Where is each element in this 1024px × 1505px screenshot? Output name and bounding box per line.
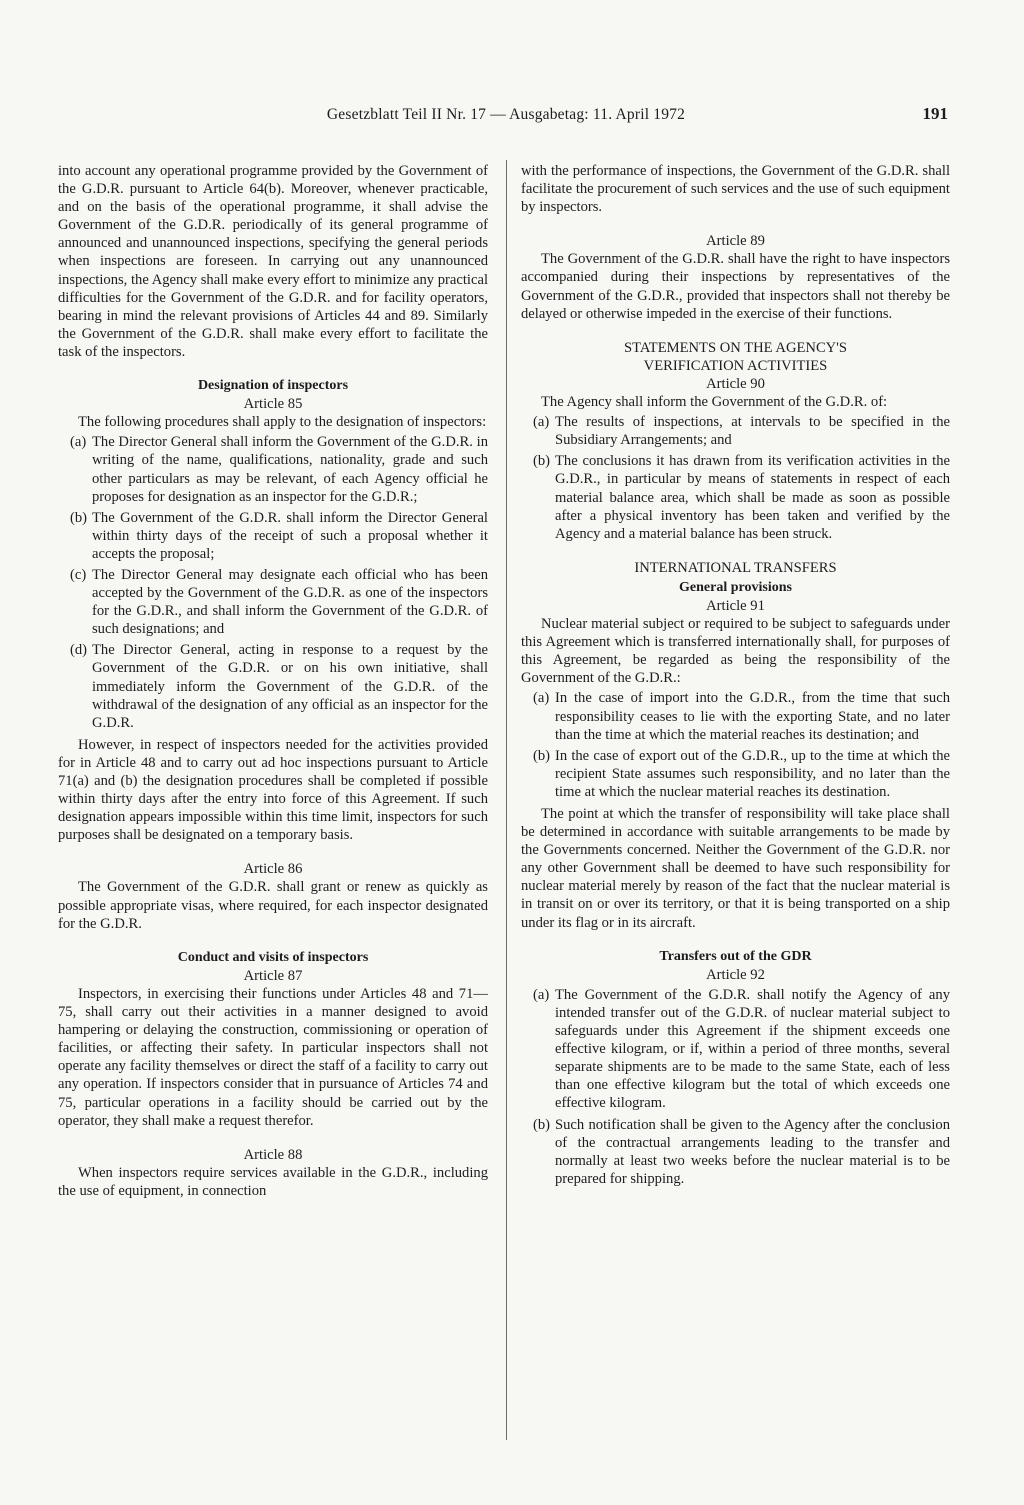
list-marker: (c) [70, 566, 87, 583]
article-91-list [521, 689, 950, 801]
section-heading-transfers: Transfers out of the GDR [659, 948, 812, 964]
article-87-label: Article 87 [243, 967, 303, 984]
list-item [521, 747, 950, 801]
article-88-label: Article 88 [243, 1146, 303, 1163]
list-marker: (b) [533, 453, 551, 470]
article-86-label: Article 86 [243, 861, 303, 878]
list-text: In the case of import into the G.D.R., from the time that such responsibility ceases to lie with the exporting State, and no later than the time at which the material reaches its destination; and [555, 690, 950, 743]
section-heading-statements: STATEMENTS ON THE AGENCY'S [624, 339, 847, 356]
list-marker: (a) [70, 434, 87, 451]
article-88-continuation: with the performance of inspections, the Government of the G.D.R. shall facilitate the procurement of such services and the use of such equipment by inspectors. [521, 163, 950, 216]
list-marker: (a) [533, 690, 550, 707]
list-item [521, 986, 950, 1113]
running-header: Gesetzblatt Teil II Nr. 17 — Ausgabetag: 11. April 1972 [326, 106, 686, 123]
article-88-text: When inspectors require services available in the G.D.R., including the use of equipment, in connection [58, 1164, 488, 1199]
list-text: In the case of export out of the G.D.R., up to the time at which the recipient State assumes such responsibility, and no later than the time at which the nuclear material reaches its destination. [555, 747, 950, 800]
right-column [521, 162, 950, 1192]
list-text: Such notification shall be given to the Agency after the conclusion of the contractual arrangements leading to the transfer and normally at least two weeks before the nuclear material is to be prepared for shipping. [555, 1116, 950, 1187]
section-heading-designation: Designation of inspectors [197, 378, 349, 394]
list-marker: (a) [533, 414, 550, 431]
article-91-tail: The point at which the transfer of responsibility will take place shall be determined in accordance with suitable arrangements to be made by the Governments concerned. Neither the Government of the G.D.R. nor any other Government shall be deemed to have such responsibility for nuclear material merely by reason of the fact that the nuclear material is in transit on or over its territory, or that it is being transported on a ship under its flag or in its aircraft. [521, 806, 950, 931]
column-divider [506, 160, 507, 1440]
list-text: The Government of the G.D.R. shall inform the Director General within thirty days of the receipt of such a proposal whether it accepts the proposal; [92, 509, 488, 562]
section-heading-statements-line2: VERIFICATION ACTIVITIES [643, 357, 828, 374]
article-90-label: Article 90 [706, 375, 765, 392]
article-91-intro: Nuclear material subject or required to be subject to safeguards under this Agreement which is transferred internationally shall, for purposes of this Agreement, be regarded as being the responsibility of the Government of the G.D.R.: [521, 616, 950, 687]
article-92-label: Article 92 [706, 966, 765, 983]
section-heading-conduct: Conduct and visits of inspectors [177, 949, 369, 965]
list-text: The Director General may designate each official who has been accepted by the Government of the G.D.R. as one of the inspectors for the G.D.R., and shall inform the Government of the G.D.R. of such designations; and [92, 566, 488, 638]
article-89-label: Article 89 [706, 233, 765, 250]
article-90-list [521, 413, 950, 543]
paragraph-intro: into account any operational programme provided by the Government of the G.D.R. pursuant to Article 64(b). Moreover, whenever practicable, and on the basis of the operational programme, it shall advise the Government of the G.D.R. periodically of its general programme of announced and unannounced inspections, specifying the general periods when inspections are foreseen. In carrying out any unannounced inspections, the Agency shall make every effort to minimize any practical difficulties for the Government of the G.D.R. and for facility operators, bearing in mind the relevant provisions of Articles 44 and 89. Similarly the Government of the G.D.R. shall make every effort to facilitate the task of the inspectors. [58, 163, 488, 360]
list-text: The Director General, acting in response to a request by the Government of the G.D.R. or on his own initiative, shall immediately inform the Government of the G.D.R. of the withdrawal of the designation of any official as an inspector for the G.D.R. [92, 642, 488, 731]
article-90-intro: The Agency shall inform the Government of the G.D.R. of: [541, 394, 888, 411]
list-item [521, 452, 950, 542]
page-number: 191 [922, 104, 948, 123]
article-85-label: Article 85 [243, 396, 303, 413]
list-item [58, 641, 488, 731]
list-item [58, 509, 488, 563]
article-85-list [58, 433, 488, 732]
list-item [521, 1116, 950, 1188]
article-85-tail: However, in respect of inspectors needed for the activities provided for in Article 48 and to carry out ad hoc inspections pursuant to Article 71(a) and (b) the designation procedures shall be completed if possible within thirty days after the entry into force of this Agreement. If such designation appears impossible within this time limit, inspectors for such purposes shall be designated on a temporary basis. [58, 736, 488, 844]
article-85-intro: The following procedures shall apply to the designation of inspectors: [78, 414, 487, 431]
left-column [58, 162, 488, 1200]
article-92-list [521, 986, 950, 1188]
list-marker: (d) [70, 642, 88, 659]
article-91-label: Article 91 [706, 597, 765, 614]
list-item [521, 689, 950, 743]
list-marker: (a) [533, 986, 550, 1003]
list-marker: (b) [533, 1116, 551, 1133]
section-heading-general: General provisions [679, 579, 792, 595]
article-86-text: The Government of the G.D.R. shall grant or renew as quickly as possible appropriate visas, where required, for each inspector designated for the G.D.R. [58, 879, 488, 932]
article-87-text: Inspectors, in exercising their functions under Articles 48 and 71—75, shall carry out their activities in a manner designed to avoid hampering or delaying the construction, commissioning or operation of facilities, or affecting their safety. In particular inspectors shall not operate any facility themselves or direct the staff of a facility to carry out any operation. If inspectors consider that in pursuance of Articles 74 and 75, particular operations in a facility should be carried out by the operator, they shall make a request therefor. [58, 985, 488, 1129]
list-marker: (b) [533, 747, 551, 764]
list-text: The Director General shall inform the Government of the G.D.R. in writing of the name, qualifications, nationality, grade and such other particulars as may be relevant, of each Agency official he proposes for designation as an inspector for the G.D.R.; [92, 434, 488, 505]
list-marker: (b) [70, 509, 88, 526]
list-text: The results of inspections, at intervals to be specified in the Subsidiary Arrangements; and [555, 414, 950, 449]
section-heading-international: INTERNATIONAL TRANSFERS [634, 559, 837, 576]
article-89-text: The Government of the G.D.R. shall have the right to have inspectors accompanied during their inspections by representatives of the Government of the G.D.R., provided that inspectors shall not thereby be delayed or otherwise impeded in the exercise of their functions. [521, 251, 950, 322]
list-text: The conclusions it has drawn from its verification activities in the G.D.R., in particular by means of statements in respect of each material balance area, which shall be made as soon as possible after a physical inventory has been taken and verified by the Agency and a material balance has been struck. [555, 453, 950, 542]
list-item [58, 566, 488, 638]
list-text: The Government of the G.D.R. shall notify the Agency of any intended transfer out of the G.D.R. of nuclear material subject to safeguards under this Agreement if the shipment exceeds one effective kilogram, or if, within a period of three months, several separate shipments are to be made to the same State, each of less than one effective kilogram but the total of which exceeds one effective kilogram. [555, 986, 950, 1112]
list-item [58, 433, 488, 505]
list-item [521, 413, 950, 449]
